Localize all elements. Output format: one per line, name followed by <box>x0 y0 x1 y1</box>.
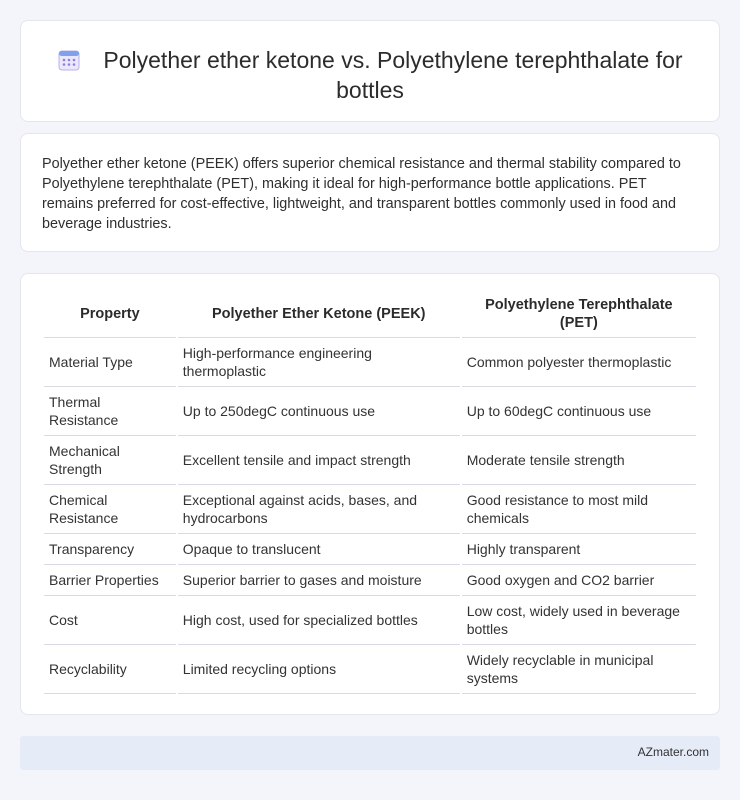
footer-brand[interactable]: AZmater.com <box>637 745 709 759</box>
table-row <box>44 565 696 596</box>
header-peek: Polyether Ether Ketone (PEEK) <box>178 290 460 338</box>
table-row <box>44 485 696 534</box>
cell-pet: Up to 60degC continuous use <box>462 387 696 436</box>
header-property: Property <box>44 290 176 338</box>
cell-pet: Highly transparent <box>462 534 696 565</box>
cell-property: Chemical Resistance <box>44 485 176 534</box>
cell-property: Mechanical Strength <box>44 436 176 485</box>
cell-pet: Common polyester thermoplastic <box>462 338 696 387</box>
cell-property: Thermal Resistance <box>44 387 176 436</box>
cell-peek: Up to 250degC continuous use <box>178 387 460 436</box>
calendar-grid-icon <box>57 48 81 72</box>
summary-text: Polyether ether ketone (PEEK) offers superior chemical resistance and thermal stability compared to Polyethylene terephthalate (PET), making it ideal for high-performance bottle applications. PET remains preferred for cost-effective, lightweight, and transparent bottles commonly used in food and beverage industries. <box>42 156 681 232</box>
cell-peek: High-performance engineering thermoplastic <box>178 338 460 387</box>
table-header-row <box>44 290 696 338</box>
cell-property: Transparency <box>44 534 176 565</box>
cell-property: Material Type <box>44 338 176 387</box>
footer-bar <box>20 736 720 770</box>
table-row <box>44 338 696 387</box>
header-pet: Polyethylene Terephthalate (PET) <box>462 290 696 338</box>
table-row <box>44 387 696 436</box>
cell-pet: Low cost, widely used in beverage bottles <box>462 596 696 645</box>
table-row <box>44 645 696 694</box>
cell-peek: Exceptional against acids, bases, and hydrocarbons <box>178 485 460 534</box>
table-card <box>20 273 720 715</box>
cell-peek: Opaque to translucent <box>178 534 460 565</box>
cell-peek: Superior barrier to gases and moisture <box>178 565 460 596</box>
cell-property: Recyclability <box>44 645 176 694</box>
table-row <box>44 596 696 645</box>
cell-property: Cost <box>44 596 176 645</box>
page-title: Polyether ether ketone vs. Polyethylene terephthalate for bottles <box>103 47 683 103</box>
table-row <box>44 436 696 485</box>
title-card <box>20 20 720 122</box>
cell-peek: High cost, used for specialized bottles <box>178 596 460 645</box>
cell-pet: Moderate tensile strength <box>462 436 696 485</box>
cell-property: Barrier Properties <box>44 565 176 596</box>
cell-peek: Limited recycling options <box>178 645 460 694</box>
cell-pet: Good oxygen and CO2 barrier <box>462 565 696 596</box>
comparison-table <box>42 290 698 694</box>
summary-card <box>20 133 720 252</box>
page-title-wrap <box>41 45 699 105</box>
cell-pet: Widely recyclable in municipal systems <box>462 645 696 694</box>
cell-pet: Good resistance to most mild chemicals <box>462 485 696 534</box>
table-row <box>44 534 696 565</box>
cell-peek: Excellent tensile and impact strength <box>178 436 460 485</box>
